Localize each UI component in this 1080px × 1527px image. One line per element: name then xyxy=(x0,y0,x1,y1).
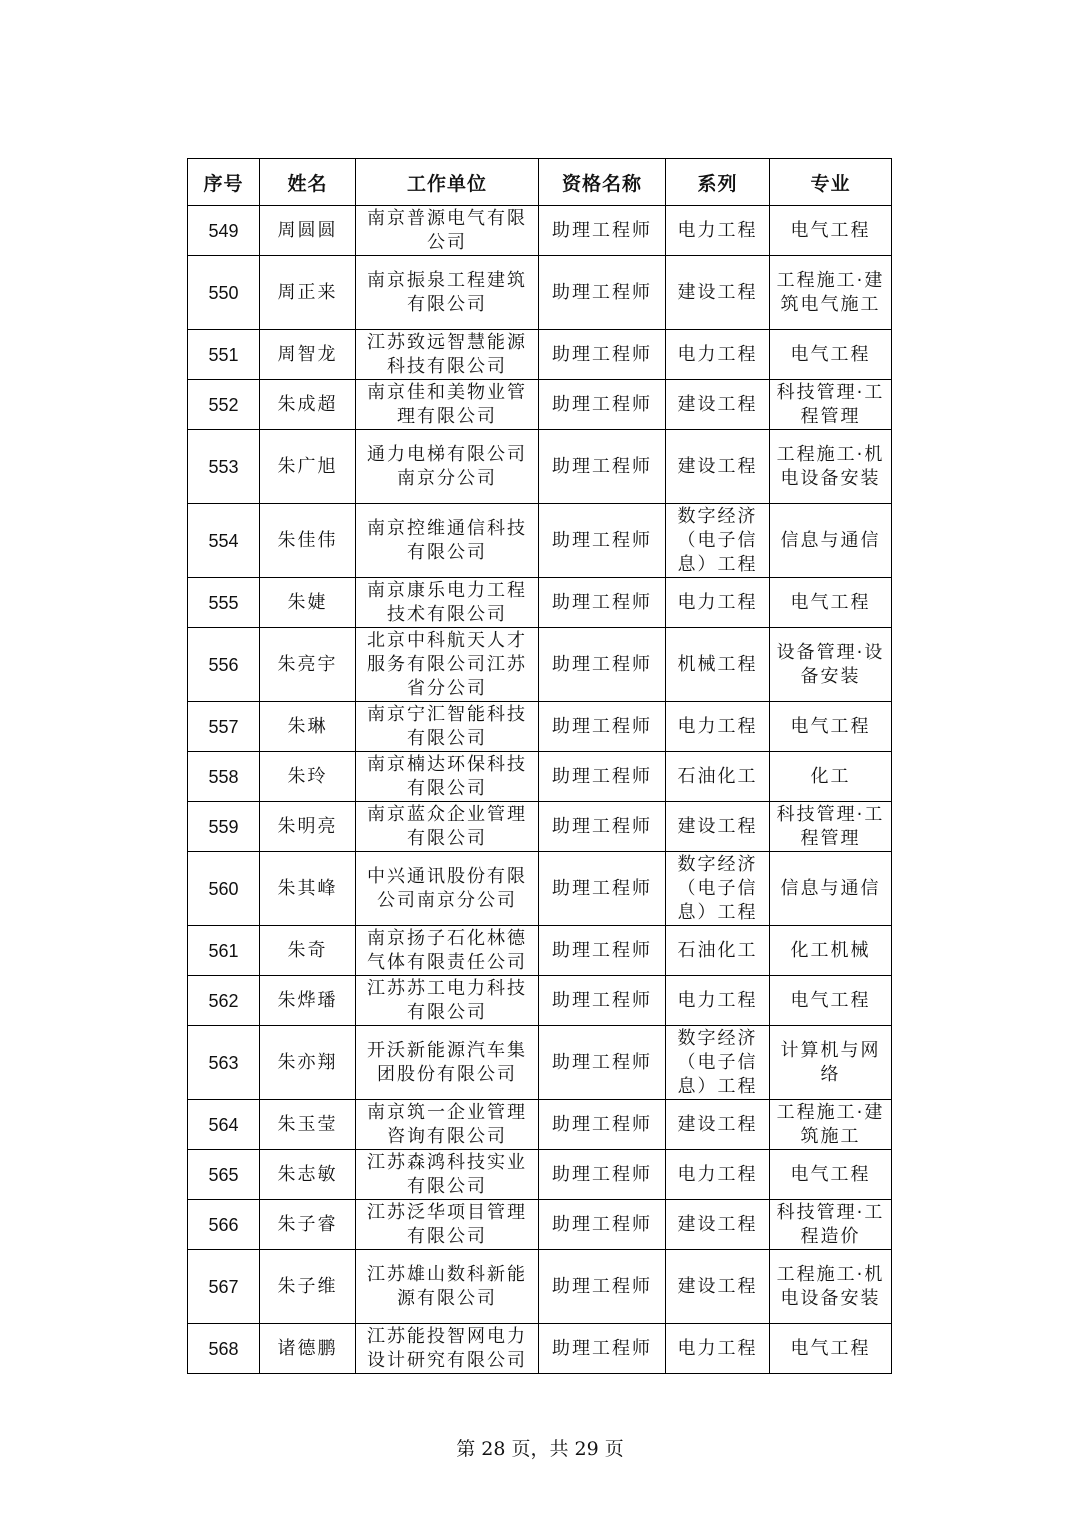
table-row xyxy=(188,702,892,752)
cell-employer: 开沃新能源汽车集团股份有限公司 xyxy=(356,1026,539,1100)
table-row xyxy=(188,430,892,504)
cell-series: 建设工程 xyxy=(666,380,770,430)
table-row xyxy=(188,852,892,926)
cell-serial-no: 566 xyxy=(188,1200,260,1250)
cell-employer: 南京宁汇智能科技有限公司 xyxy=(356,702,539,752)
cell-series: 电力工程 xyxy=(666,976,770,1026)
table-row xyxy=(188,926,892,976)
header-qualification: 资格名称 xyxy=(539,159,666,206)
cell-specialty: 电气工程 xyxy=(770,206,892,256)
table-row xyxy=(188,802,892,852)
cell-name: 周圆圆 xyxy=(260,206,356,256)
cell-qualification: 助理工程师 xyxy=(539,802,666,852)
cell-serial-no: 560 xyxy=(188,852,260,926)
cell-qualification: 助理工程师 xyxy=(539,1324,666,1374)
cell-name: 周智龙 xyxy=(260,330,356,380)
cell-specialty: 化工 xyxy=(770,752,892,802)
cell-employer: 南京控维通信科技有限公司 xyxy=(356,504,539,578)
cell-employer: 南京扬子石化林德气体有限责任公司 xyxy=(356,926,539,976)
qualification-roster-table xyxy=(187,158,892,1374)
cell-serial-no: 559 xyxy=(188,802,260,852)
header-series: 系列 xyxy=(666,159,770,206)
cell-specialty: 科技管理·工程造价 xyxy=(770,1200,892,1250)
cell-qualification: 助理工程师 xyxy=(539,752,666,802)
cell-specialty: 电气工程 xyxy=(770,1150,892,1200)
cell-qualification: 助理工程师 xyxy=(539,852,666,926)
cell-qualification: 助理工程师 xyxy=(539,628,666,702)
cell-qualification: 助理工程师 xyxy=(539,430,666,504)
cell-serial-no: 556 xyxy=(188,628,260,702)
cell-specialty: 工程施工·建筑施工 xyxy=(770,1100,892,1150)
cell-series: 电力工程 xyxy=(666,330,770,380)
cell-specialty: 电气工程 xyxy=(770,976,892,1026)
header-specialty: 专业 xyxy=(770,159,892,206)
cell-name: 朱婕 xyxy=(260,578,356,628)
cell-series: 数字经济（电子信息）工程 xyxy=(666,852,770,926)
cell-specialty: 电气工程 xyxy=(770,702,892,752)
cell-series: 数字经济（电子信息）工程 xyxy=(666,1026,770,1100)
table-row xyxy=(188,1324,892,1374)
cell-name: 朱玉莹 xyxy=(260,1100,356,1150)
table-row xyxy=(188,330,892,380)
table-body xyxy=(188,206,892,1374)
cell-name: 朱其峰 xyxy=(260,852,356,926)
cell-qualification: 助理工程师 xyxy=(539,578,666,628)
cell-series: 电力工程 xyxy=(666,206,770,256)
cell-qualification: 助理工程师 xyxy=(539,256,666,330)
cell-name: 朱佳伟 xyxy=(260,504,356,578)
table-row xyxy=(188,206,892,256)
cell-specialty: 信息与通信 xyxy=(770,504,892,578)
cell-serial-no: 567 xyxy=(188,1250,260,1324)
cell-specialty: 工程施工·机电设备安装 xyxy=(770,430,892,504)
header-name: 姓名 xyxy=(260,159,356,206)
cell-specialty: 信息与通信 xyxy=(770,852,892,926)
cell-name: 朱子睿 xyxy=(260,1200,356,1250)
cell-qualification: 助理工程师 xyxy=(539,1250,666,1324)
cell-qualification: 助理工程师 xyxy=(539,380,666,430)
cell-qualification: 助理工程师 xyxy=(539,330,666,380)
cell-serial-no: 564 xyxy=(188,1100,260,1150)
cell-employer: 江苏雄山数科新能源有限公司 xyxy=(356,1250,539,1324)
cell-serial-no: 553 xyxy=(188,430,260,504)
cell-specialty: 科技管理·工程管理 xyxy=(770,380,892,430)
cell-series: 电力工程 xyxy=(666,702,770,752)
cell-serial-no: 551 xyxy=(188,330,260,380)
cell-employer: 南京康乐电力工程技术有限公司 xyxy=(356,578,539,628)
table-row xyxy=(188,1150,892,1200)
cell-qualification: 助理工程师 xyxy=(539,1150,666,1200)
cell-name: 朱亮宇 xyxy=(260,628,356,702)
cell-series: 电力工程 xyxy=(666,1150,770,1200)
table-row xyxy=(188,1100,892,1150)
cell-serial-no: 555 xyxy=(188,578,260,628)
cell-qualification: 助理工程师 xyxy=(539,702,666,752)
table-row xyxy=(188,256,892,330)
table-row xyxy=(188,578,892,628)
cell-employer: 南京楠达环保科技有限公司 xyxy=(356,752,539,802)
cell-employer: 南京普源电气有限公司 xyxy=(356,206,539,256)
cell-specialty: 科技管理·工程管理 xyxy=(770,802,892,852)
cell-serial-no: 550 xyxy=(188,256,260,330)
cell-employer: 北京中科航天人才服务有限公司江苏省分公司 xyxy=(356,628,539,702)
cell-series: 机械工程 xyxy=(666,628,770,702)
cell-name: 朱子维 xyxy=(260,1250,356,1324)
cell-name: 诸德鹏 xyxy=(260,1324,356,1374)
cell-qualification: 助理工程师 xyxy=(539,1200,666,1250)
cell-serial-no: 563 xyxy=(188,1026,260,1100)
cell-serial-no: 558 xyxy=(188,752,260,802)
cell-name: 朱玲 xyxy=(260,752,356,802)
table-header-row xyxy=(188,159,892,206)
cell-name: 朱琳 xyxy=(260,702,356,752)
cell-employer: 南京振泉工程建筑有限公司 xyxy=(356,256,539,330)
cell-specialty: 工程施工·机电设备安装 xyxy=(770,1250,892,1324)
cell-employer: 江苏森鸿科技实业有限公司 xyxy=(356,1150,539,1200)
cell-series: 建设工程 xyxy=(666,1200,770,1250)
cell-employer: 江苏苏工电力科技有限公司 xyxy=(356,976,539,1026)
cell-specialty: 设备管理·设备安装 xyxy=(770,628,892,702)
table-row xyxy=(188,1200,892,1250)
cell-employer: 南京佳和美物业管理有限公司 xyxy=(356,380,539,430)
cell-specialty: 化工机械 xyxy=(770,926,892,976)
cell-qualification: 助理工程师 xyxy=(539,976,666,1026)
cell-employer: 江苏泛华项目管理有限公司 xyxy=(356,1200,539,1250)
cell-name: 朱亦翔 xyxy=(260,1026,356,1100)
table-row xyxy=(188,1026,892,1100)
cell-series: 建设工程 xyxy=(666,1100,770,1150)
cell-serial-no: 552 xyxy=(188,380,260,430)
cell-employer: 通力电梯有限公司南京分公司 xyxy=(356,430,539,504)
cell-serial-no: 561 xyxy=(188,926,260,976)
cell-series: 石油化工 xyxy=(666,752,770,802)
cell-specialty: 工程施工·建筑电气施工 xyxy=(770,256,892,330)
cell-series: 电力工程 xyxy=(666,578,770,628)
cell-specialty: 计算机与网络 xyxy=(770,1026,892,1100)
cell-serial-no: 549 xyxy=(188,206,260,256)
cell-qualification: 助理工程师 xyxy=(539,926,666,976)
cell-employer: 南京蓝众企业管理有限公司 xyxy=(356,802,539,852)
cell-employer: 江苏致远智慧能源科技有限公司 xyxy=(356,330,539,380)
header-serial-no: 序号 xyxy=(188,159,260,206)
cell-name: 朱烨璠 xyxy=(260,976,356,1026)
table-row xyxy=(188,628,892,702)
cell-series: 建设工程 xyxy=(666,802,770,852)
cell-qualification: 助理工程师 xyxy=(539,504,666,578)
page-number-footer: 第 28 页，共 29 页 xyxy=(456,1438,624,1460)
cell-specialty: 电气工程 xyxy=(770,1324,892,1374)
cell-series: 石油化工 xyxy=(666,926,770,976)
cell-series: 建设工程 xyxy=(666,1250,770,1324)
header-employer: 工作单位 xyxy=(356,159,539,206)
table-row xyxy=(188,976,892,1026)
cell-name: 朱成超 xyxy=(260,380,356,430)
cell-qualification: 助理工程师 xyxy=(539,1100,666,1150)
cell-name: 周正来 xyxy=(260,256,356,330)
cell-name: 朱志敏 xyxy=(260,1150,356,1200)
cell-serial-no: 565 xyxy=(188,1150,260,1200)
cell-employer: 江苏能投智网电力设计研究有限公司 xyxy=(356,1324,539,1374)
cell-series: 建设工程 xyxy=(666,430,770,504)
cell-name: 朱广旭 xyxy=(260,430,356,504)
table-row xyxy=(188,504,892,578)
cell-serial-no: 557 xyxy=(188,702,260,752)
cell-qualification: 助理工程师 xyxy=(539,1026,666,1100)
cell-name: 朱奇 xyxy=(260,926,356,976)
cell-series: 电力工程 xyxy=(666,1324,770,1374)
cell-specialty: 电气工程 xyxy=(770,578,892,628)
cell-name: 朱明亮 xyxy=(260,802,356,852)
cell-series: 建设工程 xyxy=(666,256,770,330)
table-row xyxy=(188,752,892,802)
table-row xyxy=(188,380,892,430)
table-row xyxy=(188,1250,892,1324)
cell-qualification: 助理工程师 xyxy=(539,206,666,256)
cell-employer: 中兴通讯股份有限公司南京分公司 xyxy=(356,852,539,926)
cell-series: 数字经济（电子信息）工程 xyxy=(666,504,770,578)
cell-serial-no: 562 xyxy=(188,976,260,1026)
cell-serial-no: 568 xyxy=(188,1324,260,1374)
cell-employer: 南京筑一企业管理咨询有限公司 xyxy=(356,1100,539,1150)
cell-serial-no: 554 xyxy=(188,504,260,578)
cell-specialty: 电气工程 xyxy=(770,330,892,380)
